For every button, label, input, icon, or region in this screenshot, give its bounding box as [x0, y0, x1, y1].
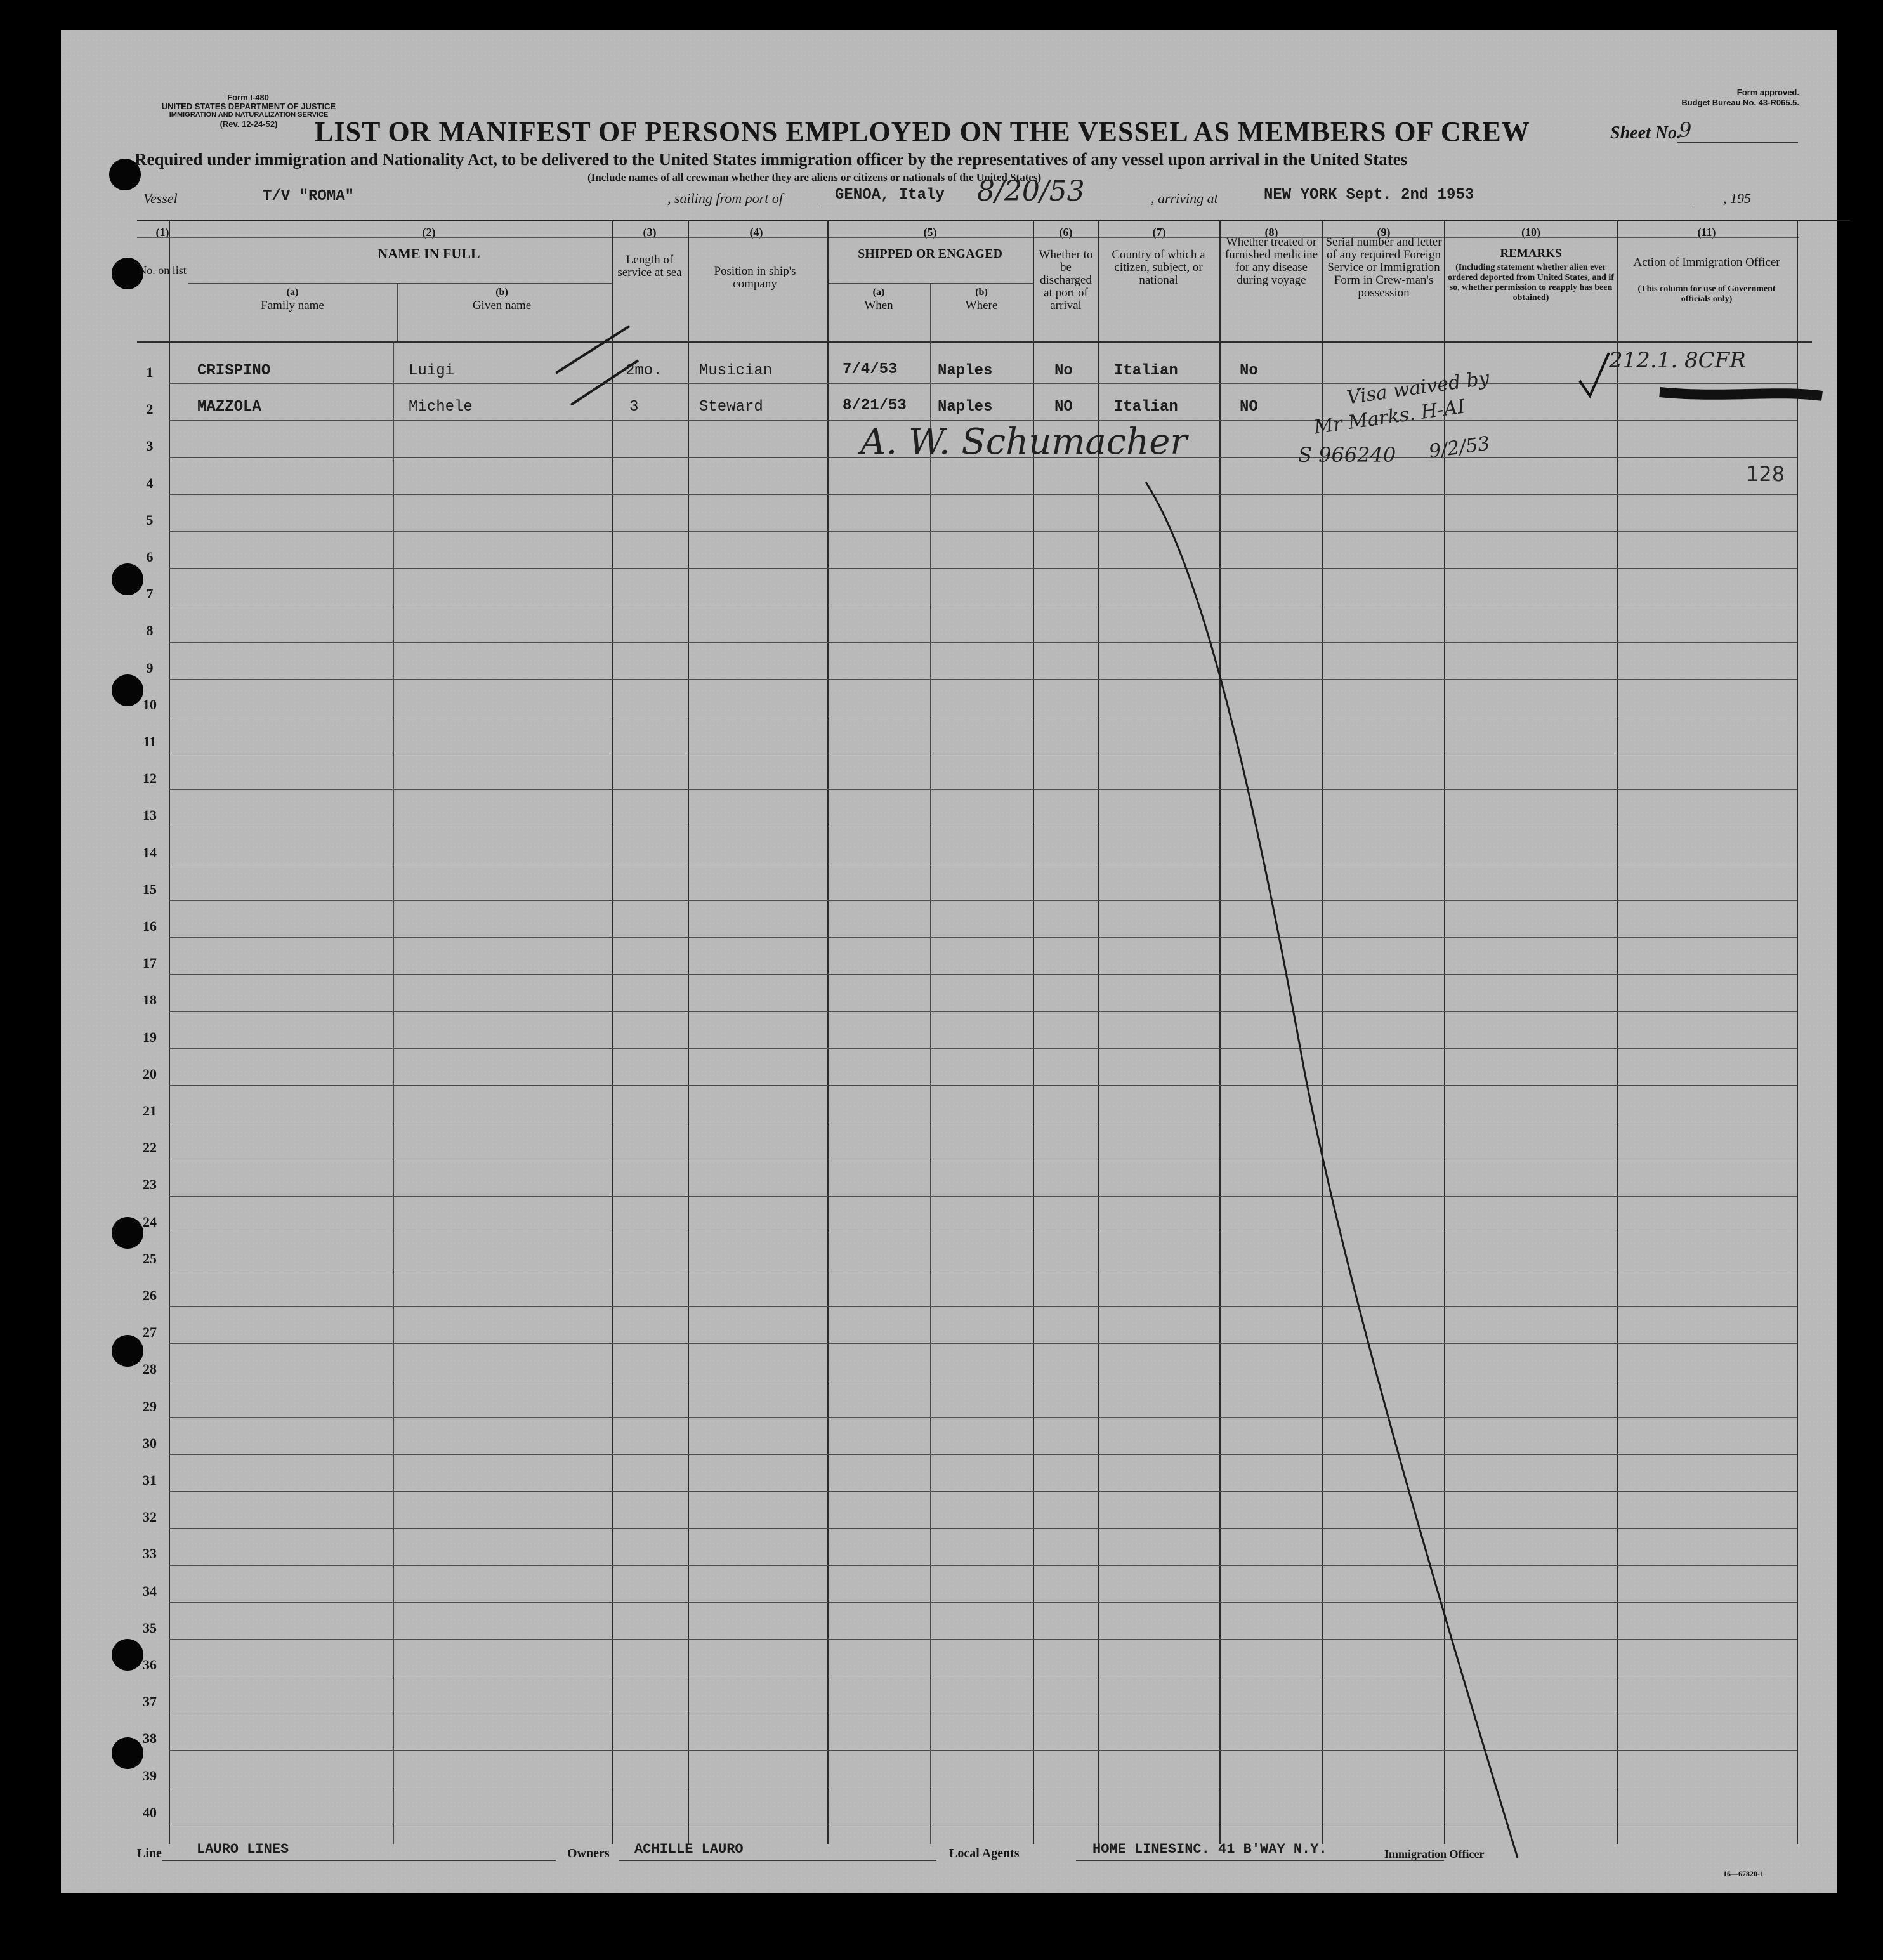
crew-1-country: Italian: [1114, 362, 1178, 379]
col-6-number: (6): [1059, 226, 1073, 239]
serial-number: S 966240: [1298, 443, 1396, 467]
row-number: 2: [146, 401, 154, 418]
col-discharge: Whether to be discharged at port of arrival: [1039, 248, 1093, 312]
col-3-number: (3): [643, 226, 657, 239]
pen-stroke-strikeout: [1660, 392, 1822, 396]
row-number: 39: [143, 1767, 157, 1784]
crew-2-when: 8/21/53: [843, 397, 907, 414]
pen-stroke-check: [571, 360, 638, 405]
line-label: Line: [137, 1846, 162, 1860]
revision: (Rev. 12-24-52): [220, 119, 278, 129]
line-value: LAURO LINES: [197, 1841, 289, 1857]
col-medicine: Whether treated or furnished medicine for any disease during voyage: [1224, 235, 1318, 287]
row-number: 9: [146, 659, 154, 676]
crew-1-family: CRISPINO: [197, 362, 271, 379]
row-number: 5: [146, 511, 154, 528]
row-number: 32: [143, 1509, 157, 1525]
row-number: 24: [143, 1213, 157, 1230]
crew-1-discharge: No: [1054, 362, 1073, 379]
crew-2-family: MAZZOLA: [197, 398, 261, 416]
include-note: (Include names of all crewman whether they are aliens or citizens or nationals of the United States): [587, 171, 1042, 183]
row-number: 3: [146, 438, 154, 454]
row-number: 8: [146, 622, 154, 639]
row-number: 12: [143, 770, 157, 787]
pen-stroke-check: [556, 326, 629, 373]
col-no-on-list: No. on list: [138, 264, 187, 277]
col-action-note: (This column for use of Government officials only): [1637, 284, 1776, 304]
row-number: 33: [143, 1546, 157, 1562]
col-length-of-service: Length of service at sea: [617, 253, 682, 279]
year-suffix: , 195: [1723, 190, 1751, 206]
row-number: 14: [143, 844, 157, 860]
col-position: Position in ship's company: [714, 265, 796, 291]
row-number: 22: [143, 1140, 157, 1156]
agents-value: HOME LINESINC. 41 B'WAY N.Y.: [1092, 1841, 1327, 1857]
crew-1-where: Naples: [938, 362, 993, 379]
col-5b-number: (b): [975, 287, 988, 298]
row-number: 21: [143, 1103, 157, 1119]
col-family-name: Family name: [261, 299, 324, 312]
agents-label: Local Agents: [949, 1846, 1020, 1860]
row-number: 20: [143, 1065, 157, 1082]
col-remarks-note: (Including statement whether alien ever ordered deported from United States, and if so, whether permission to reapply has been obtained): [1448, 263, 1614, 303]
crew-1-position: Musician: [699, 362, 773, 379]
col-5-number: (5): [923, 226, 937, 239]
crew-1-service: 2mo.: [626, 362, 662, 379]
col-11-number: (11): [1697, 226, 1716, 239]
row-number: 4: [146, 475, 154, 491]
sailing-date: 8/20/53: [977, 175, 1085, 207]
line-underline: [162, 1860, 556, 1861]
sailing-label: , sailing from port of: [667, 190, 783, 206]
row-number: 10: [143, 696, 157, 713]
crew-2-country: Italian: [1114, 398, 1178, 416]
pen-strokes: [61, 30, 1837, 1893]
row-number: 36: [143, 1657, 157, 1673]
crew-2-given: Michele: [409, 398, 473, 416]
col-where: Where: [965, 299, 998, 312]
pen-stroke-checkmark: [1580, 353, 1609, 396]
row-number: 13: [143, 807, 157, 824]
arriving-label: , arriving at: [1151, 190, 1218, 206]
row-number: 23: [143, 1176, 157, 1193]
row-number: 11: [143, 733, 157, 749]
row-number: 35: [143, 1619, 157, 1636]
col-2b-number: (b): [495, 287, 508, 298]
row-number: 30: [143, 1435, 157, 1451]
vessel-name: T/V "ROMA": [263, 188, 355, 205]
row-number: 40: [143, 1804, 157, 1820]
action-note: 212.1. 8CFR: [1609, 348, 1746, 373]
row-number: 26: [143, 1287, 157, 1303]
row-number: 37: [143, 1694, 157, 1710]
col-9-number: (9): [1377, 226, 1391, 239]
manifest-title: LIST OR MANIFEST OF PERSONS EMPLOYED ON THE VESSEL AS MEMBERS OF CREW: [315, 116, 1530, 147]
print-code: 16—67820-1: [1723, 1869, 1764, 1878]
row-number: 27: [143, 1324, 157, 1341]
vessel-label: Vessel: [143, 190, 178, 206]
row-number: 28: [143, 1361, 157, 1378]
remarks-handwriting-2: Mr Marks. H-AI: [1312, 395, 1467, 439]
col-1-number: (1): [155, 226, 169, 239]
col-7-number: (7): [1152, 226, 1166, 239]
row-number: 19: [143, 1029, 157, 1045]
service: IMMIGRATION AND NATURALIZATION SERVICE: [169, 111, 329, 119]
row-number: 6: [146, 549, 154, 565]
sailing-port: GENOA, Italy: [835, 187, 945, 204]
crew-2-service: 3: [629, 398, 639, 416]
department: UNITED STATES DEPARTMENT OF JUSTICE: [161, 102, 336, 111]
crew-2-position: Steward: [699, 398, 763, 416]
row-number: 31: [143, 1472, 157, 1488]
row-number: 38: [143, 1730, 157, 1747]
form-approved: Form approved.: [1736, 88, 1799, 97]
crew-2-discharge: NO: [1054, 398, 1073, 416]
col-shipped-or-engaged: SHIPPED OR ENGAGED: [858, 247, 1002, 261]
crew-1-medicine: No: [1240, 362, 1258, 379]
row-number: 15: [143, 881, 157, 897]
row-number: 25: [143, 1250, 157, 1266]
col-name-in-full: NAME IN FULL: [377, 246, 480, 261]
col-given-name: Given name: [472, 299, 532, 312]
sheet-label: Sheet No.: [1610, 123, 1681, 143]
form-number: Form I-480: [227, 93, 269, 102]
col-8-number: (8): [1264, 226, 1278, 239]
col-serial-number: Serial number and letter of any required Foreign Service or Immigration Form in Crew-man's possession: [1325, 235, 1442, 299]
col-2-number: (2): [422, 226, 436, 239]
col-2a-number: (a): [286, 287, 299, 298]
col-5a-number: (a): [872, 287, 885, 298]
crew-2-where: Naples: [938, 398, 993, 416]
owners-underline: [619, 1860, 936, 1861]
col-4-number: (4): [749, 226, 763, 239]
pen-stroke-diagonal: [1146, 482, 1518, 1858]
col-10-number: (10): [1521, 226, 1540, 239]
row-number: 29: [143, 1398, 157, 1414]
crew-1-given: Luigi: [409, 362, 455, 379]
row-number: 1: [146, 364, 154, 380]
col-country: Country of which a citizen, subject, or national: [1112, 248, 1205, 287]
row-number: 18: [143, 992, 157, 1008]
sheet-number: 9: [1679, 118, 1692, 142]
officer-signature: A. W. Schumacher: [860, 421, 1188, 463]
owners-label: Owners: [567, 1846, 610, 1860]
crew-1-when: 7/4/53: [843, 361, 898, 378]
row-number: 17: [143, 955, 157, 971]
subtitle: Required under immigration and Nationality Act, to be delivered to the United States immigration officer by the representatives of any vessel upon arrival in the United States: [134, 150, 1408, 169]
col-when: When: [864, 299, 893, 312]
col-immigration-action: Action of Immigration Officer: [1633, 256, 1780, 269]
officer-label: Immigration Officer: [1384, 1848, 1485, 1860]
row-number: 34: [143, 1582, 157, 1599]
stamped-number: 128: [1746, 462, 1785, 486]
arrival-info: NEW YORK Sept. 2nd 1953: [1264, 187, 1474, 204]
remarks-date: 9/2/53: [1427, 432, 1492, 463]
manifest-sheet: [61, 30, 1837, 1893]
crew-2-medicine: NO: [1240, 398, 1258, 416]
row-number: 16: [143, 918, 157, 934]
owners-value: ACHILLE LAURO: [634, 1841, 744, 1857]
col-remarks: REMARKS: [1500, 247, 1562, 260]
remarks-handwriting-1: Visa waived by: [1345, 367, 1491, 409]
row-number: 7: [146, 586, 154, 602]
budget-bureau: Budget Bureau No. 43-R065.5.: [1681, 98, 1799, 107]
